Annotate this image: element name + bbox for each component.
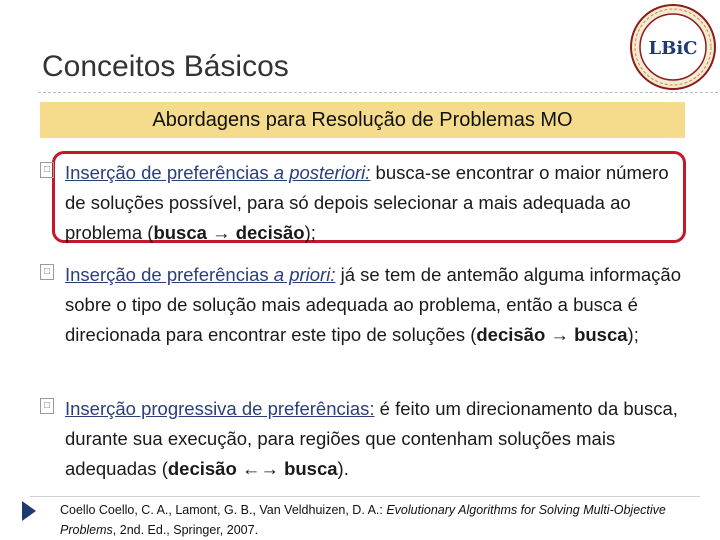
svg-text:LBiC: LBiC (648, 38, 698, 59)
bullet-text: Inserção de preferências a posteriori: busca-se encontrar o maior número de soluções possível, para só depois selecionar a mais adequada ao problema (busca → decisão); (65, 162, 669, 243)
subtitle-text: Abordagens para Resolução de Problemas MO (152, 108, 573, 131)
bullet-progressiva (40, 394, 690, 484)
slide-title: Conceitos Básicos (42, 50, 289, 83)
bullet-text: Inserção de preferências a priori: já se tem de antemão alguma informação sobre o tipo de solução mais adequada ao problema, então a busca é direcionada para encontrar este tipo de soluções (decisão → busca); (65, 264, 681, 345)
subtitle-banner (40, 102, 685, 138)
lbic-logo (628, 2, 718, 92)
bullet-a-priori (40, 260, 690, 350)
footer-divider (30, 496, 700, 497)
checkbox-bullet-icon: □ (40, 398, 54, 414)
arrow-right-icon (22, 501, 36, 521)
bullet-heading: Inserção de preferências a posteriori: (65, 162, 371, 183)
bullet-text: Inserção progressiva de preferências: é feito um direcionamento da busca, durante sua execução, para regiões que contenham soluções mais adequadas (decisão ←→ busca). (65, 398, 678, 479)
reference-citation: Coello Coello, C. A., Lamont, G. B., Van Veldhuizen, D. A.: Evolutionary Algorithms for Solving Multi-Objective Problems, 2nd. Ed., Springer, 2007. (60, 503, 666, 537)
checkbox-bullet-icon: □ (40, 162, 54, 178)
bullet-heading: Inserção de preferências a priori: (65, 264, 336, 285)
title-divider (38, 92, 718, 93)
checkbox-bullet-icon: □ (40, 264, 54, 280)
bullet-heading: Inserção progressiva de preferências: (65, 398, 375, 419)
bullet-a-posteriori (40, 158, 690, 248)
